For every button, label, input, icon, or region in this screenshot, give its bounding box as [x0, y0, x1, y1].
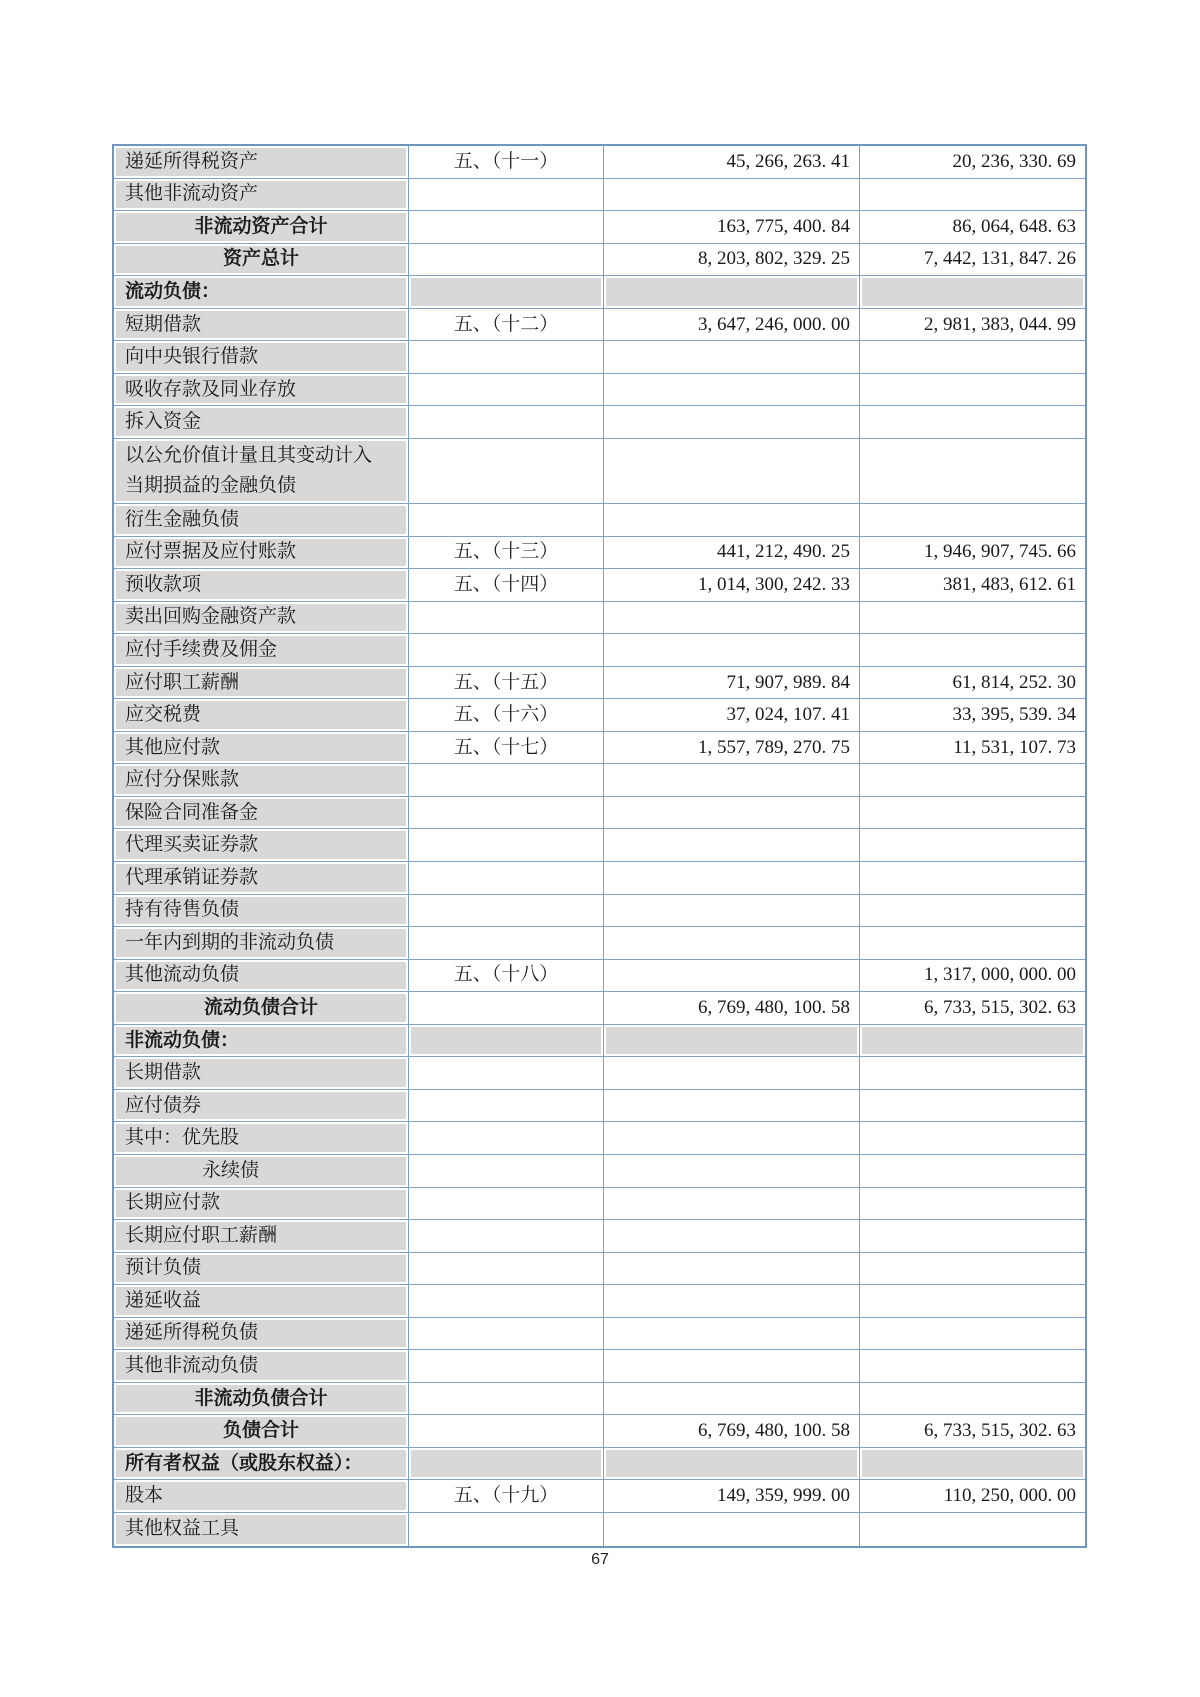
current-amount-cell — [604, 1057, 860, 1089]
current-amount-cell — [604, 862, 860, 894]
item-cell: 应交税费 — [114, 699, 409, 731]
note-cell — [409, 992, 604, 1024]
prior-amount-cell — [860, 634, 1085, 666]
current-amount-cell — [604, 374, 860, 406]
note-cell — [409, 244, 604, 276]
table-row — [114, 276, 1085, 309]
note-cell — [409, 1350, 604, 1382]
item-cell: 一年内到期的非流动负债 — [114, 927, 409, 959]
table-row — [114, 309, 1085, 342]
note-cell: 五、（十八） — [409, 960, 604, 992]
table-row — [114, 764, 1085, 797]
note-cell: 五、（十二） — [409, 309, 604, 341]
note-cell — [409, 602, 604, 634]
table-row — [114, 504, 1085, 537]
current-amount-cell — [604, 895, 860, 927]
current-amount-cell — [604, 1122, 860, 1154]
current-amount-cell: 6, 769, 480, 100. 58 — [604, 1415, 860, 1447]
current-amount-cell — [604, 439, 860, 503]
current-amount-cell — [604, 504, 860, 536]
balance-sheet-table — [112, 144, 1087, 1548]
table-row — [114, 667, 1085, 700]
note-cell — [409, 1220, 604, 1252]
item-cell: 流动负债合计 — [114, 992, 409, 1024]
prior-amount-cell: 86, 064, 648. 63 — [860, 211, 1085, 243]
table-row — [114, 439, 1085, 504]
current-amount-cell — [604, 1090, 860, 1122]
note-cell: 五、（十七） — [409, 732, 604, 764]
table-row — [114, 341, 1085, 374]
item-cell: 预收款项 — [114, 569, 409, 601]
note-cell — [409, 1253, 604, 1285]
table-row — [114, 699, 1085, 732]
current-amount-cell — [604, 1448, 860, 1480]
note-cell: 五、（十三） — [409, 537, 604, 569]
note-cell — [409, 1057, 604, 1089]
prior-amount-cell: 6, 733, 515, 302. 63 — [860, 1415, 1085, 1447]
table-row — [114, 992, 1085, 1025]
current-amount-cell: 45, 266, 263. 41 — [604, 146, 860, 178]
item-cell: 应付手续费及佣金 — [114, 634, 409, 666]
item-cell: 非流动负债合计 — [114, 1383, 409, 1415]
table-row — [114, 244, 1085, 277]
note-cell — [409, 179, 604, 211]
item-cell: 代理买卖证券款 — [114, 829, 409, 861]
note-cell — [409, 797, 604, 829]
item-cell: 递延所得税负债 — [114, 1318, 409, 1350]
table-row — [114, 895, 1085, 928]
note-cell — [409, 1513, 604, 1546]
current-amount-cell — [604, 179, 860, 211]
current-amount-cell: 6, 769, 480, 100. 58 — [604, 992, 860, 1024]
table-row — [114, 211, 1085, 244]
prior-amount-cell — [860, 764, 1085, 796]
item-cell: 递延所得税资产 — [114, 146, 409, 178]
table-row — [114, 1122, 1085, 1155]
prior-amount-cell — [860, 1220, 1085, 1252]
current-amount-cell — [604, 406, 860, 438]
note-cell — [409, 1025, 604, 1057]
prior-amount-cell — [860, 829, 1085, 861]
item-cell: 预计负债 — [114, 1253, 409, 1285]
item-cell: 卖出回购金融资产款 — [114, 602, 409, 634]
item-cell: 递延收益 — [114, 1285, 409, 1317]
note-cell — [409, 1415, 604, 1447]
item-cell: 资产总计 — [114, 244, 409, 276]
prior-amount-cell — [860, 1253, 1085, 1285]
current-amount-cell — [604, 1513, 860, 1546]
item-cell: 长期借款 — [114, 1057, 409, 1089]
current-amount-cell — [604, 1155, 860, 1187]
item-cell: 应付职工薪酬 — [114, 667, 409, 699]
prior-amount-cell: 11, 531, 107. 73 — [860, 732, 1085, 764]
current-amount-cell: 71, 907, 989. 84 — [604, 667, 860, 699]
note-cell — [409, 862, 604, 894]
prior-amount-cell: 20, 236, 330. 69 — [860, 146, 1085, 178]
prior-amount-cell — [860, 927, 1085, 959]
prior-amount-cell — [860, 1350, 1085, 1382]
table-row — [114, 1155, 1085, 1188]
note-cell — [409, 276, 604, 308]
item-cell: 长期应付职工薪酬 — [114, 1220, 409, 1252]
prior-amount-cell: 7, 442, 131, 847. 26 — [860, 244, 1085, 276]
table-row — [114, 569, 1085, 602]
table-row — [114, 1253, 1085, 1286]
prior-amount-cell — [860, 1513, 1085, 1546]
item-cell: 其他流动负债 — [114, 960, 409, 992]
current-amount-cell — [604, 1318, 860, 1350]
table-row — [114, 406, 1085, 439]
prior-amount-cell: 381, 483, 612. 61 — [860, 569, 1085, 601]
table-row — [114, 602, 1085, 635]
page-number: 67 — [591, 1551, 609, 1568]
table-row — [114, 1513, 1085, 1546]
note-cell — [409, 634, 604, 666]
table-row — [114, 1415, 1085, 1448]
note-cell — [409, 829, 604, 861]
table-row — [114, 1025, 1085, 1058]
prior-amount-cell — [860, 406, 1085, 438]
current-amount-cell: 441, 212, 490. 25 — [604, 537, 860, 569]
item-cell: 保险合同准备金 — [114, 797, 409, 829]
prior-amount-cell: 1, 946, 907, 745. 66 — [860, 537, 1085, 569]
prior-amount-cell — [860, 1090, 1085, 1122]
note-cell — [409, 1155, 604, 1187]
item-cell: 所有者权益（或股东权益）： — [114, 1448, 409, 1480]
note-cell: 五、（十五） — [409, 667, 604, 699]
current-amount-cell — [604, 634, 860, 666]
current-amount-cell — [604, 341, 860, 373]
current-amount-cell — [604, 602, 860, 634]
prior-amount-cell: 61, 814, 252. 30 — [860, 667, 1085, 699]
note-cell — [409, 1383, 604, 1415]
prior-amount-cell — [860, 1383, 1085, 1415]
item-cell: 短期借款 — [114, 309, 409, 341]
table-row — [114, 179, 1085, 212]
current-amount-cell — [604, 1188, 860, 1220]
current-amount-cell — [604, 797, 860, 829]
note-cell — [409, 341, 604, 373]
current-amount-cell — [604, 276, 860, 308]
current-amount-cell: 1, 014, 300, 242. 33 — [604, 569, 860, 601]
table-row — [114, 829, 1085, 862]
current-amount-cell: 163, 775, 400. 84 — [604, 211, 860, 243]
prior-amount-cell — [860, 341, 1085, 373]
note-cell — [409, 1090, 604, 1122]
note-cell — [409, 504, 604, 536]
prior-amount-cell — [860, 1285, 1085, 1317]
current-amount-cell — [604, 1253, 860, 1285]
item-cell: 非流动资产合计 — [114, 211, 409, 243]
note-cell — [409, 764, 604, 796]
item-cell: 非流动负债： — [114, 1025, 409, 1057]
prior-amount-cell — [860, 797, 1085, 829]
note-cell — [409, 927, 604, 959]
item-cell: 股本 — [114, 1480, 409, 1512]
table-row — [114, 960, 1085, 993]
prior-amount-cell — [860, 276, 1085, 308]
prior-amount-cell: 1, 317, 000, 000. 00 — [860, 960, 1085, 992]
prior-amount-cell — [860, 179, 1085, 211]
note-cell: 五、（十九） — [409, 1480, 604, 1512]
item-cell: 衍生金融负债 — [114, 504, 409, 536]
table-row — [114, 1350, 1085, 1383]
item-cell: 拆入资金 — [114, 406, 409, 438]
prior-amount-cell — [860, 439, 1085, 503]
note-cell: 五、（十四） — [409, 569, 604, 601]
table-row — [114, 1220, 1085, 1253]
prior-amount-cell — [860, 1057, 1085, 1089]
note-cell — [409, 1188, 604, 1220]
prior-amount-cell: 6, 733, 515, 302. 63 — [860, 992, 1085, 1024]
item-cell: 永续债 — [114, 1155, 409, 1187]
item-cell: 吸收存款及同业存放 — [114, 374, 409, 406]
current-amount-cell — [604, 1285, 860, 1317]
item-cell: 应付分保账款 — [114, 764, 409, 796]
prior-amount-cell — [860, 1448, 1085, 1480]
prior-amount-cell — [860, 504, 1085, 536]
note-cell — [409, 406, 604, 438]
prior-amount-cell — [860, 602, 1085, 634]
note-cell — [409, 1285, 604, 1317]
current-amount-cell: 37, 024, 107. 41 — [604, 699, 860, 731]
note-cell — [409, 439, 604, 503]
current-amount-cell — [604, 764, 860, 796]
table-row — [114, 1090, 1085, 1123]
table-row — [114, 1057, 1085, 1090]
table-row — [114, 1383, 1085, 1416]
current-amount-cell: 8, 203, 802, 329. 25 — [604, 244, 860, 276]
table-row — [114, 1480, 1085, 1513]
prior-amount-cell — [860, 895, 1085, 927]
current-amount-cell — [604, 829, 860, 861]
table-row — [114, 374, 1085, 407]
note-cell — [409, 211, 604, 243]
table-row — [114, 146, 1085, 179]
item-cell: 负债合计 — [114, 1415, 409, 1447]
item-cell: 其他非流动负债 — [114, 1350, 409, 1382]
table-row — [114, 1285, 1085, 1318]
prior-amount-cell — [860, 1122, 1085, 1154]
table-row — [114, 732, 1085, 765]
note-cell: 五、（十六） — [409, 699, 604, 731]
current-amount-cell — [604, 960, 860, 992]
table-row — [114, 537, 1085, 570]
table-row — [114, 1318, 1085, 1351]
item-cell: 流动负债： — [114, 276, 409, 308]
current-amount-cell — [604, 1220, 860, 1252]
item-cell: 其他非流动资产 — [114, 179, 409, 211]
prior-amount-cell: 110, 250, 000. 00 — [860, 1480, 1085, 1512]
prior-amount-cell — [860, 1025, 1085, 1057]
current-amount-cell — [604, 927, 860, 959]
item-cell: 以公允价值计量且其变动计入 当期损益的金融负债 — [114, 439, 409, 503]
note-cell — [409, 374, 604, 406]
note-cell: 五、（十一） — [409, 146, 604, 178]
prior-amount-cell: 33, 395, 539. 34 — [860, 699, 1085, 731]
prior-amount-cell — [860, 862, 1085, 894]
note-cell — [409, 1448, 604, 1480]
item-cell: 长期应付款 — [114, 1188, 409, 1220]
current-amount-cell: 3, 647, 246, 000. 00 — [604, 309, 860, 341]
item-cell: 其他应付款 — [114, 732, 409, 764]
current-amount-cell — [604, 1025, 860, 1057]
current-amount-cell — [604, 1383, 860, 1415]
prior-amount-cell — [860, 1318, 1085, 1350]
item-cell: 应付票据及应付账款 — [114, 537, 409, 569]
prior-amount-cell — [860, 374, 1085, 406]
note-cell — [409, 895, 604, 927]
item-cell: 其中：优先股 — [114, 1122, 409, 1154]
item-cell: 其他权益工具 — [114, 1513, 409, 1546]
note-cell — [409, 1122, 604, 1154]
table-row — [114, 1448, 1085, 1481]
item-cell: 向中央银行借款 — [114, 341, 409, 373]
table-row — [114, 797, 1085, 830]
current-amount-cell: 1, 557, 789, 270. 75 — [604, 732, 860, 764]
item-cell: 应付债券 — [114, 1090, 409, 1122]
table-row — [114, 862, 1085, 895]
table-row — [114, 927, 1085, 960]
current-amount-cell: 149, 359, 999. 00 — [604, 1480, 860, 1512]
prior-amount-cell: 2, 981, 383, 044. 99 — [860, 309, 1085, 341]
table-row — [114, 1188, 1085, 1221]
table-row — [114, 634, 1085, 667]
current-amount-cell — [604, 1350, 860, 1382]
note-cell — [409, 1318, 604, 1350]
item-cell: 持有待售负债 — [114, 895, 409, 927]
prior-amount-cell — [860, 1155, 1085, 1187]
item-cell: 代理承销证券款 — [114, 862, 409, 894]
prior-amount-cell — [860, 1188, 1085, 1220]
